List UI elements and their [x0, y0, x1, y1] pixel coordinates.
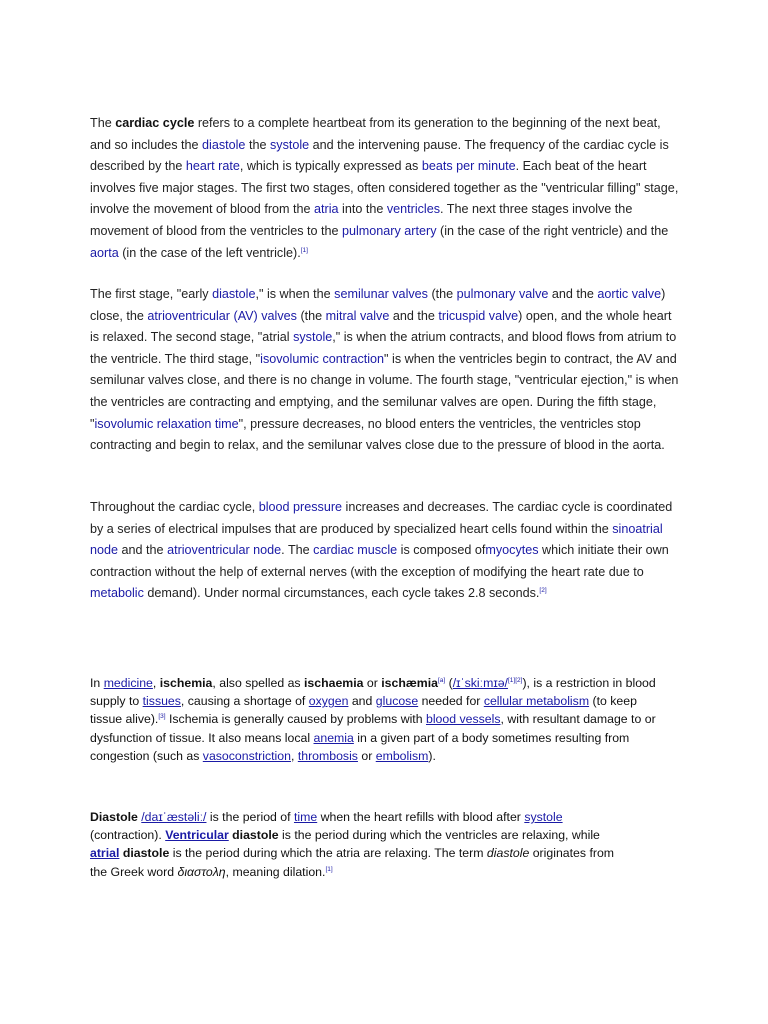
- reference-marker[interactable]: [a]: [438, 676, 446, 684]
- text: is the period of: [206, 810, 294, 824]
- link-time[interactable]: time: [293, 810, 318, 824]
- italic-greek-word: διαστολη: [177, 864, 226, 879]
- text: into the: [338, 202, 387, 217]
- link-atrial[interactable]: atrial: [90, 846, 120, 861]
- cardiac-cycle-paragraph-3: [90, 497, 680, 605]
- text: Ischemia is generally caused by problems with: [165, 712, 426, 727]
- link-atrioventricular-node[interactable]: atrioventricular node: [167, 543, 282, 558]
- link-embolism[interactable]: embolism: [375, 748, 429, 763]
- text: ), is a restriction in blood supply to: [90, 676, 656, 709]
- link-tricuspid-valve[interactable]: tricuspid valve: [438, 308, 519, 323]
- text: ," is when the: [255, 287, 335, 301]
- text: ", pressure decreases, no blood enters the ventricles, the ventricles stop contracting and begin to relax, and the semilunar valves close due to the pressure of blood in the aorta.: [90, 416, 665, 453]
- link-aorta[interactable]: aorta: [90, 245, 119, 260]
- text: (contraction).: [90, 828, 166, 843]
- text: , which is typically expressed as: [239, 159, 422, 174]
- text: and the: [118, 543, 168, 558]
- link-pulmonary-valve[interactable]: pulmonary valve: [456, 287, 549, 301]
- text: originates from the Greek word: [90, 846, 615, 879]
- text: the: [245, 137, 270, 152]
- bold-term-ischemia: ischemia: [159, 676, 213, 690]
- reference-marker[interactable]: [1][2]: [507, 676, 523, 684]
- link-ventricular[interactable]: Ventricular: [165, 828, 229, 843]
- link-sinoatrial-node[interactable]: sinoatrial node: [90, 521, 663, 558]
- link-beats-per-minute[interactable]: beats per minute: [421, 159, 516, 174]
- text: ," is when the atrium contracts, and blood flows from atrium to the ventricle. The third stage, ": [90, 330, 677, 366]
- link-metabolic[interactable]: metabolic: [90, 586, 144, 601]
- link-systole[interactable]: systole: [293, 330, 333, 345]
- text: (to keep tissue alive).: [90, 694, 637, 727]
- text: ,: [290, 748, 298, 763]
- bold-term-ischaemia: ischaemia: [304, 676, 364, 690]
- text: , meaning dilation.: [225, 864, 326, 879]
- text: increases and decreases. The cardiac cycle is coordinated by a series of electrical impulses that are produced by specialized heart cells found within the: [90, 500, 673, 536]
- link-systole[interactable]: systole: [524, 810, 563, 824]
- cardiac-cycle-paragraph-1: [90, 113, 680, 264]
- text: ) open, and the whole heart is relaxed. The second stage, "atrial: [90, 308, 672, 345]
- link-oxygen[interactable]: oxygen: [308, 694, 349, 709]
- text: , causing a shortage of: [180, 694, 309, 709]
- link-ipa-pronunciation[interactable]: /ɪˈskiːmɪə/: [452, 676, 508, 690]
- link-vasoconstriction[interactable]: vasoconstriction: [202, 748, 291, 763]
- text: which initiate their own contraction without the help of external nerves (with the exception of modifying the heart rate due to: [90, 543, 669, 579]
- text: needed for: [418, 694, 484, 709]
- text: in a given part of a body sometimes resulting from congestion (such as: [90, 730, 630, 763]
- link-mitral-valve[interactable]: mitral valve: [325, 308, 390, 323]
- link-ipa-pronunciation[interactable]: /daɪˈæstəliː/: [141, 810, 207, 824]
- link-isovolumic-relaxation-time[interactable]: isovolumic relaxation time: [94, 416, 239, 431]
- bold-term-ischaemia-ligature: ischæmia: [381, 676, 438, 690]
- link-myocytes[interactable]: myocytes: [485, 543, 539, 558]
- text: (the: [296, 308, 326, 323]
- text: The: [90, 116, 116, 130]
- link-thrombosis[interactable]: thrombosis: [297, 748, 358, 763]
- bold-term-diastole: diastole: [228, 828, 279, 843]
- text: refers to a complete heartbeat from its generation to the beginning of the next beat, and so includes the: [90, 116, 661, 152]
- link-diastole[interactable]: diastole: [212, 287, 256, 301]
- link-semilunar-valves[interactable]: semilunar valves: [334, 287, 428, 301]
- link-aortic-valve[interactable]: aortic valve: [597, 287, 662, 301]
- reference-marker[interactable]: [2]: [539, 587, 547, 595]
- link-atria[interactable]: atria: [314, 202, 339, 217]
- reference-marker[interactable]: [1]: [325, 865, 333, 873]
- link-glucose[interactable]: glucose: [375, 694, 419, 709]
- text: . The: [281, 543, 314, 558]
- link-pulmonary-artery[interactable]: pulmonary artery: [342, 223, 437, 238]
- bold-term-diastole: diastole: [119, 846, 170, 861]
- text: (the: [427, 287, 457, 301]
- ischemia-paragraph: [90, 674, 670, 765]
- link-tissues[interactable]: tissues: [142, 694, 181, 709]
- text: or: [357, 748, 376, 763]
- text: (in the case of the left ventricle).: [118, 245, 301, 260]
- link-cardiac-muscle[interactable]: cardiac muscle: [313, 543, 398, 558]
- text: " is when the ventricles begin to contract, the AV and semilunar valves close, and there is no change in volume. The fourth stage, "ventricular ejection," is when the ventricles are contracting and emptying, and the semilunar valves are open. During the fifth stage, ": [90, 351, 679, 431]
- text: when the heart refills with blood after: [317, 810, 525, 824]
- link-atrioventricular-valves[interactable]: atrioventricular (AV) valves: [147, 308, 297, 323]
- text: ,: [152, 676, 160, 690]
- text: or: [363, 676, 382, 690]
- cardiac-cycle-paragraph-2: [90, 284, 680, 457]
- text: and the intervening pause. The frequency of the cardiac cycle is described by the: [90, 137, 669, 174]
- text: , also spelled as: [212, 676, 304, 690]
- link-blood-pressure[interactable]: blood pressure: [258, 500, 343, 514]
- text: . Each beat of the heart involves five major stages. The first two stages, often considered together as the "ventricular filling" stage, involve the movement of blood from the: [90, 159, 679, 217]
- link-cellular-metabolism[interactable]: cellular metabolism: [483, 694, 590, 709]
- text: and: [348, 694, 376, 709]
- text: demand). Under normal circumstances, each cycle takes 2.8 seconds.: [143, 586, 540, 601]
- link-ventricles[interactable]: ventricles: [386, 202, 441, 217]
- text: , with resultant damage to or dysfunction of tissue. It also means local: [90, 712, 656, 745]
- bold-term-diastole: Diastole: [90, 810, 138, 824]
- link-systole[interactable]: systole: [269, 137, 310, 152]
- reference-marker[interactable]: [1]: [300, 246, 308, 254]
- bold-term-cardiac-cycle: cardiac cycle: [115, 116, 195, 130]
- reference-marker[interactable]: [3]: [158, 713, 166, 721]
- text: (in the case of the right ventricle) and the: [436, 223, 669, 238]
- text: The first stage, "early: [90, 287, 213, 301]
- link-diastole[interactable]: diastole: [202, 137, 246, 152]
- text: ) close, the: [90, 287, 666, 323]
- text: is the period during which the atria are relaxing. The term: [169, 846, 487, 861]
- text: and the: [548, 287, 598, 301]
- text: ).: [428, 748, 436, 763]
- text: (: [445, 676, 453, 690]
- text: is composed of: [397, 543, 486, 558]
- link-isovolumic-contraction[interactable]: isovolumic contraction: [260, 351, 385, 366]
- text: is the period during which the ventricles are relaxing, while: [278, 828, 600, 843]
- diastole-paragraph: [90, 808, 630, 881]
- text: and the: [389, 308, 439, 323]
- text: Throughout the cardiac cycle,: [90, 500, 259, 514]
- link-anemia[interactable]: anemia: [313, 730, 354, 745]
- text: In: [90, 676, 104, 690]
- link-heart-rate[interactable]: heart rate: [185, 159, 240, 174]
- italic-term-diastole: diastole: [486, 846, 530, 861]
- link-blood-vessels[interactable]: blood vessels: [425, 712, 501, 727]
- text: . The next three stages involve the movement of blood from the ventricles to the: [90, 202, 633, 238]
- link-medicine[interactable]: medicine: [103, 676, 153, 690]
